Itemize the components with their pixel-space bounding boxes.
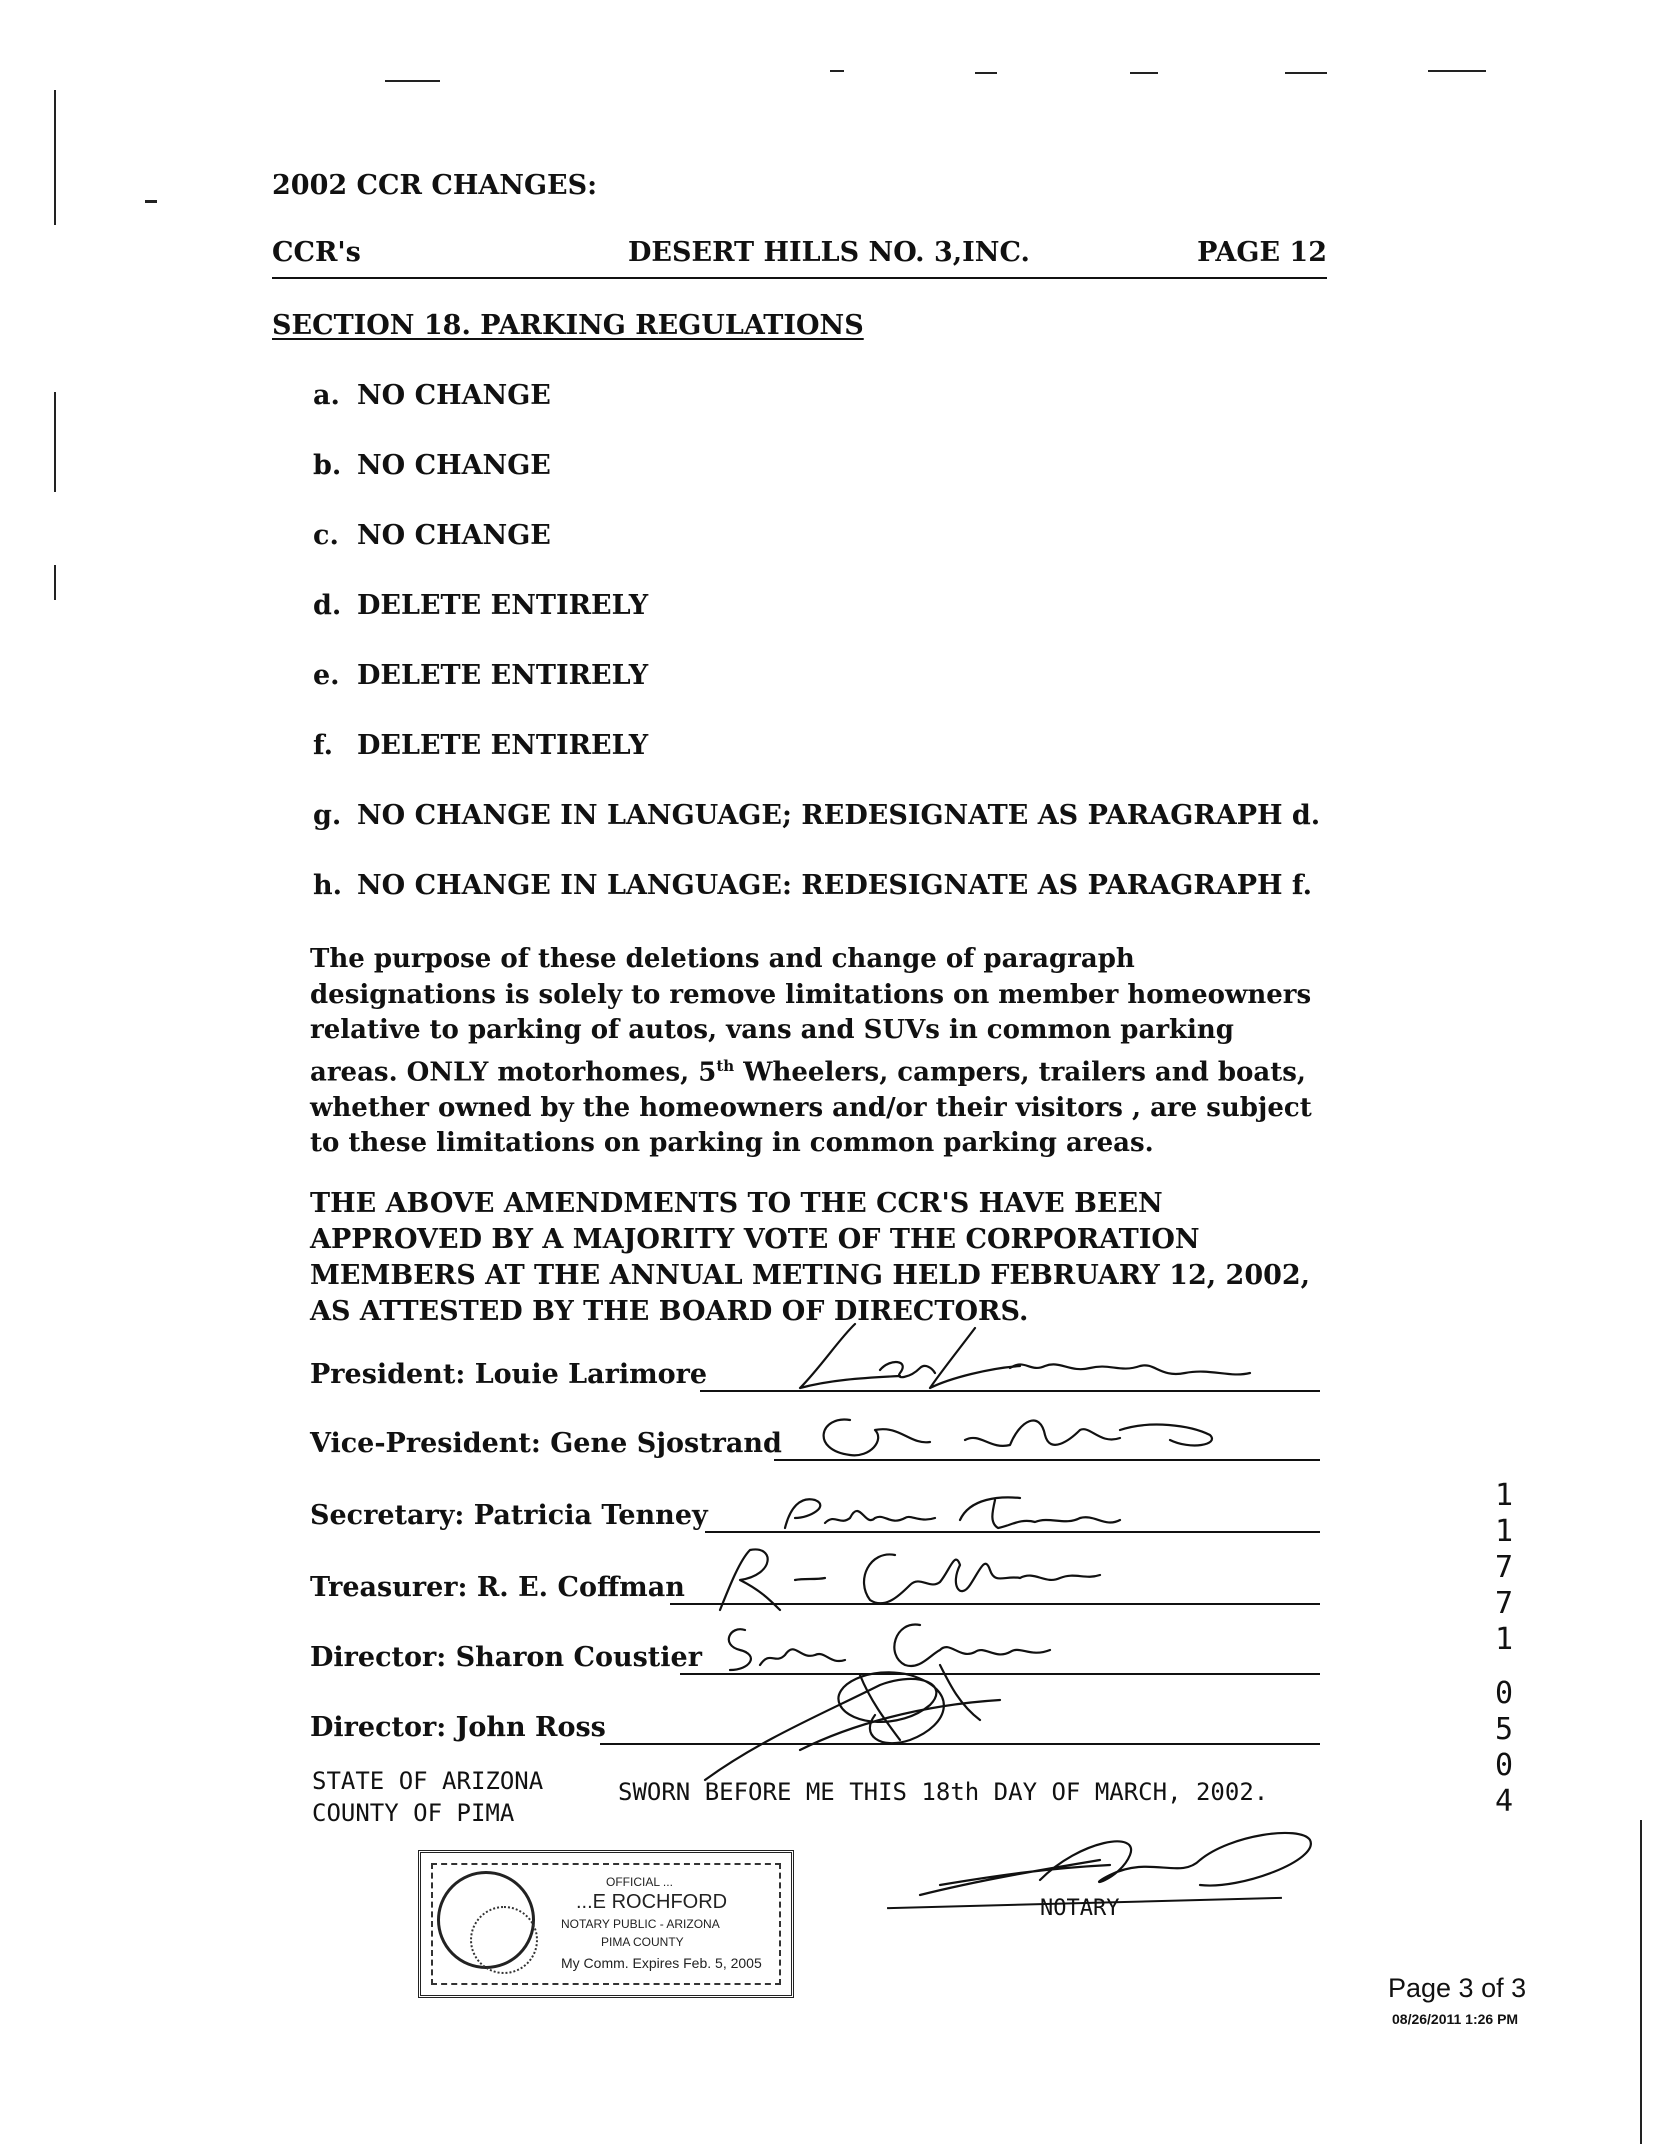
item-text: DELETE ENTIRELY <box>357 730 649 761</box>
ordinal-suffix: th <box>716 1056 735 1075</box>
scan-artifact <box>385 80 440 82</box>
stamp-line-3: NOTARY PUBLIC - ARIZONA <box>561 1917 720 1931</box>
signatory-label: Director: John Ross <box>310 1712 606 1743</box>
purpose-text-cont: Wheelers, campers, trailers and boats, whether owned by the homeowners and/or their visitors , are subject to these limitations on parking in common parking areas. <box>310 1057 1312 1159</box>
recording-digit: 0 <box>1494 1748 1514 1783</box>
signature-ross <box>700 1645 1080 1785</box>
signature-coffman <box>680 1540 1140 1615</box>
item-letter: a. <box>313 380 340 411</box>
recording-digit: 7 <box>1494 1550 1514 1585</box>
recording-digit: 5 <box>1494 1712 1514 1747</box>
stamp-line-1: OFFICIAL ... <box>606 1875 673 1889</box>
list-item <box>313 800 1320 831</box>
amendment-statement: THE ABOVE AMENDMENTS TO THE CCR'S HAVE BEEN APPROVED BY A MAJORITY VOTE OF THE CORPORATION MEMBERS AT THE ANNUAL METING HELD FEBRUARY 12, 2002, AS ATTESTED BY THE BOARD OF DIRECTORS. <box>310 1188 1311 1327</box>
venue-county: COUNTY OF PIMA <box>312 1799 515 1827</box>
page-indicator: Page 3 of 3 <box>1388 1973 1527 2003</box>
list-item <box>313 590 648 621</box>
stamp-line-5: My Comm. Expires Feb. 5, 2005 <box>561 1955 762 1971</box>
recording-digit: 4 <box>1494 1784 1514 1819</box>
recording-digit: 1 <box>1494 1622 1514 1657</box>
purpose-paragraph <box>310 942 1322 1162</box>
scan-artifact <box>145 200 157 203</box>
item-letter: c. <box>313 520 339 551</box>
section-title: SECTION 18. PARKING REGULATIONS <box>272 310 864 341</box>
item-letter: h. <box>313 870 343 901</box>
item-letter: b. <box>313 450 342 481</box>
venue-state: STATE OF ARIZONA <box>312 1767 544 1795</box>
list-item <box>313 380 551 411</box>
item-letter: e. <box>313 660 340 691</box>
scan-artifact <box>54 565 56 600</box>
signatory-label: Treasurer: R. E. Coffman <box>310 1572 685 1603</box>
item-text: NO CHANGE IN LANGUAGE; REDESIGNATE AS PARAGRAPH d. <box>357 800 1321 831</box>
recording-digit: 0 <box>1494 1676 1514 1711</box>
scan-artifact <box>54 90 56 225</box>
print-timestamp: 08/26/2011 1:26 PM <box>1392 2011 1519 2027</box>
purpose-text: The purpose of these deletions and change of paragraph designations is solely to remove limitations on member homeowners relative to parking of autos, vans and SUVs in common parking areas. ONLY motorhomes, 5 <box>310 944 1312 1088</box>
header-page-number: PAGE 12 <box>1197 237 1327 268</box>
signatory-label: Director: Sharon Coustier <box>310 1642 702 1673</box>
scan-artifact <box>54 392 56 492</box>
scan-artifact <box>1640 1820 1642 2144</box>
item-text: NO CHANGE IN LANGUAGE: REDESIGNATE AS PARAGRAPH f. <box>357 870 1312 901</box>
item-text: NO CHANGE <box>357 380 551 411</box>
recording-digit: 1 <box>1494 1514 1514 1549</box>
list-item <box>313 520 551 551</box>
list-item <box>313 660 648 691</box>
item-text: DELETE ENTIRELY <box>357 590 649 621</box>
scan-artifact <box>830 70 844 72</box>
recording-number <box>1492 1478 1516 1820</box>
stamp-line-4: PIMA COUNTY <box>601 1935 684 1949</box>
signature-sjostrand <box>790 1400 1260 1470</box>
item-text: NO CHANGE <box>357 450 551 481</box>
signatory-label: Secretary: Patricia Tenney <box>310 1500 708 1531</box>
item-letter: g. <box>313 800 342 831</box>
sworn-statement: SWORN BEFORE ME THIS 18th DAY OF MARCH, 2002. <box>618 1778 1269 1806</box>
signatory-label: President: Louie Larimore <box>310 1359 708 1390</box>
item-text: DELETE ENTIRELY <box>357 660 649 691</box>
header-corporation: DESERT HILLS NO. 3,INC. <box>628 237 1030 268</box>
notary-seal-icon <box>437 1871 535 1969</box>
page-header <box>272 237 1327 279</box>
scan-artifact <box>975 72 997 74</box>
recording-digit: 7 <box>1494 1586 1514 1621</box>
item-letter: d. <box>313 590 342 621</box>
notary-stamp <box>418 1850 794 1998</box>
scan-artifact <box>1130 72 1158 74</box>
recording-digit: 1 <box>1494 1478 1514 1513</box>
signature-larimore <box>760 1318 1280 1398</box>
item-letter: f. <box>313 730 334 761</box>
stamp-line-2: ...E ROCHFORD <box>576 1891 728 1913</box>
scan-artifact <box>1285 72 1327 74</box>
list-item <box>313 730 648 761</box>
scan-artifact <box>1428 70 1486 72</box>
header-ccrs: CCR's <box>272 237 361 268</box>
list-item <box>313 870 1312 901</box>
signatory-label: Vice-President: Gene Sjostrand <box>310 1428 782 1459</box>
signature-tenney <box>770 1488 1150 1538</box>
venue-block <box>312 1765 543 1829</box>
document-heading: 2002 CCR CHANGES: <box>272 170 598 201</box>
list-item <box>313 450 551 481</box>
item-text: NO CHANGE <box>357 520 551 551</box>
notary-label: NOTARY <box>1040 1896 1120 1921</box>
